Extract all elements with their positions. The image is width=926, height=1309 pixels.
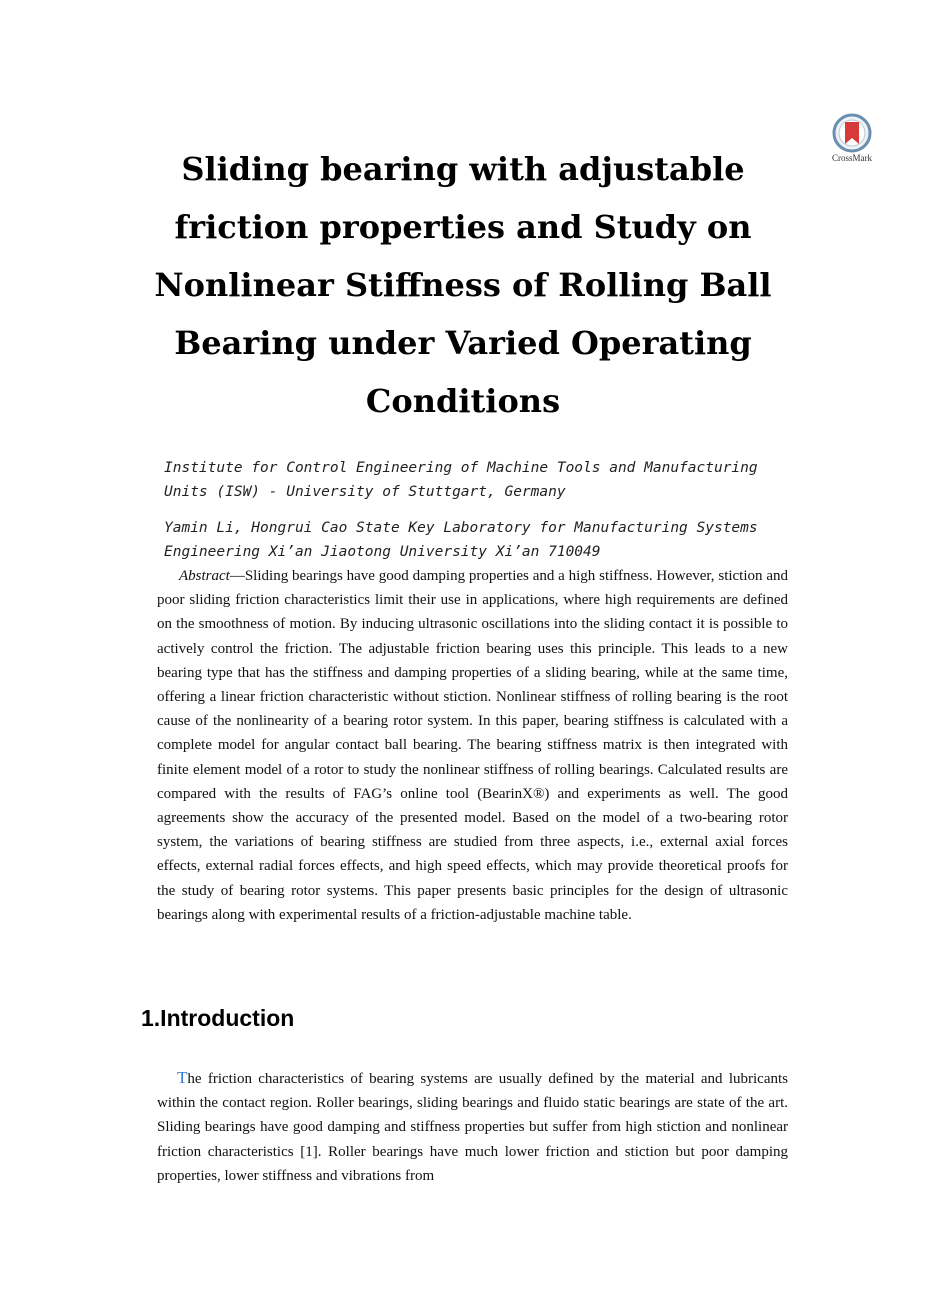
crossmark-badge[interactable]	[826, 113, 878, 167]
abstract-dash: —	[229, 568, 245, 584]
section-heading-introduction: 1.Introduction	[141, 1005, 295, 1031]
crossmark-icon	[826, 113, 878, 153]
affiliation-authors: Yamin Li, Hongrui Cao State Key Laboratory for Manufacturing Systems Engineering Xi’an Jiaotong University Xi’an 710049	[164, 520, 758, 560]
introduction-paragraph	[157, 1066, 788, 1188]
paper-title: Sliding bearing with adjustable friction properties and Study on Nonlinear Stiffness of Rolling Ball Bearing under Varied Operating Conditions	[154, 150, 772, 420]
crossmark-label: CrossMark	[832, 153, 872, 163]
dropcap-letter: T	[177, 1068, 188, 1087]
affiliation-institute: Institute for Control Engineering of Machine Tools and Manufacturing Units (ISW) - University of Stuttgart, Germany	[164, 460, 758, 500]
abstract-label: Abstract	[179, 568, 230, 584]
introduction-text: he friction characteristics of bearing systems are usually defined by the material and lubricants within the contact region. Roller bearings, sliding bearings and fluido static bearings are state of the art. Sliding bearings have good damping and stiffness properties but suffer from high stiction and nonlinear friction characteristics [1]. Roller bearings have much lower friction and stiction but poor damping properties, lower stiffness and vibrations from	[157, 1071, 788, 1184]
abstract-text: Sliding bearings have good damping properties and a high stiffness. However, stiction and poor sliding friction characteristics limit their use in applications, where high requirements are defined on the smoothness of motion. By inducing ultrasonic oscillations into the sliding contact it is possible to actively control the friction. The adjustable friction bearing uses this principle. This leads to a new bearing type that has the stiffness and damping properties of a sliding bearing, while at the same time, offering a linear friction characteristic without stiction. Nonlinear stiffness of rolling bearing is the root cause of the nonlinearity of a bearing rotor system. In this paper, bearing stiffness is calculated with a complete model for angular contact ball bearing. The bearing stiffness matrix is then integrated with finite element model of a rotor to study the nonlinear stiffness of rolling bearings. Calculated results are compared with the results of FAG’s online tool (BearinX®) and experiments as well. The good agreements show the accuracy of the presented model. Based on the model of a two-bearing rotor system, the variations of bearing stiffness are studied from three aspects, i.e., external axial forces effects, external radial forces effects, and high speed effects, which may provide theoretical proofs for the study of bearing rotor systems. This paper presents basic principles for the design of ultrasonic bearings along with experimental results of a friction-adjustable machine table.	[157, 568, 788, 923]
abstract-paragraph	[157, 564, 788, 927]
